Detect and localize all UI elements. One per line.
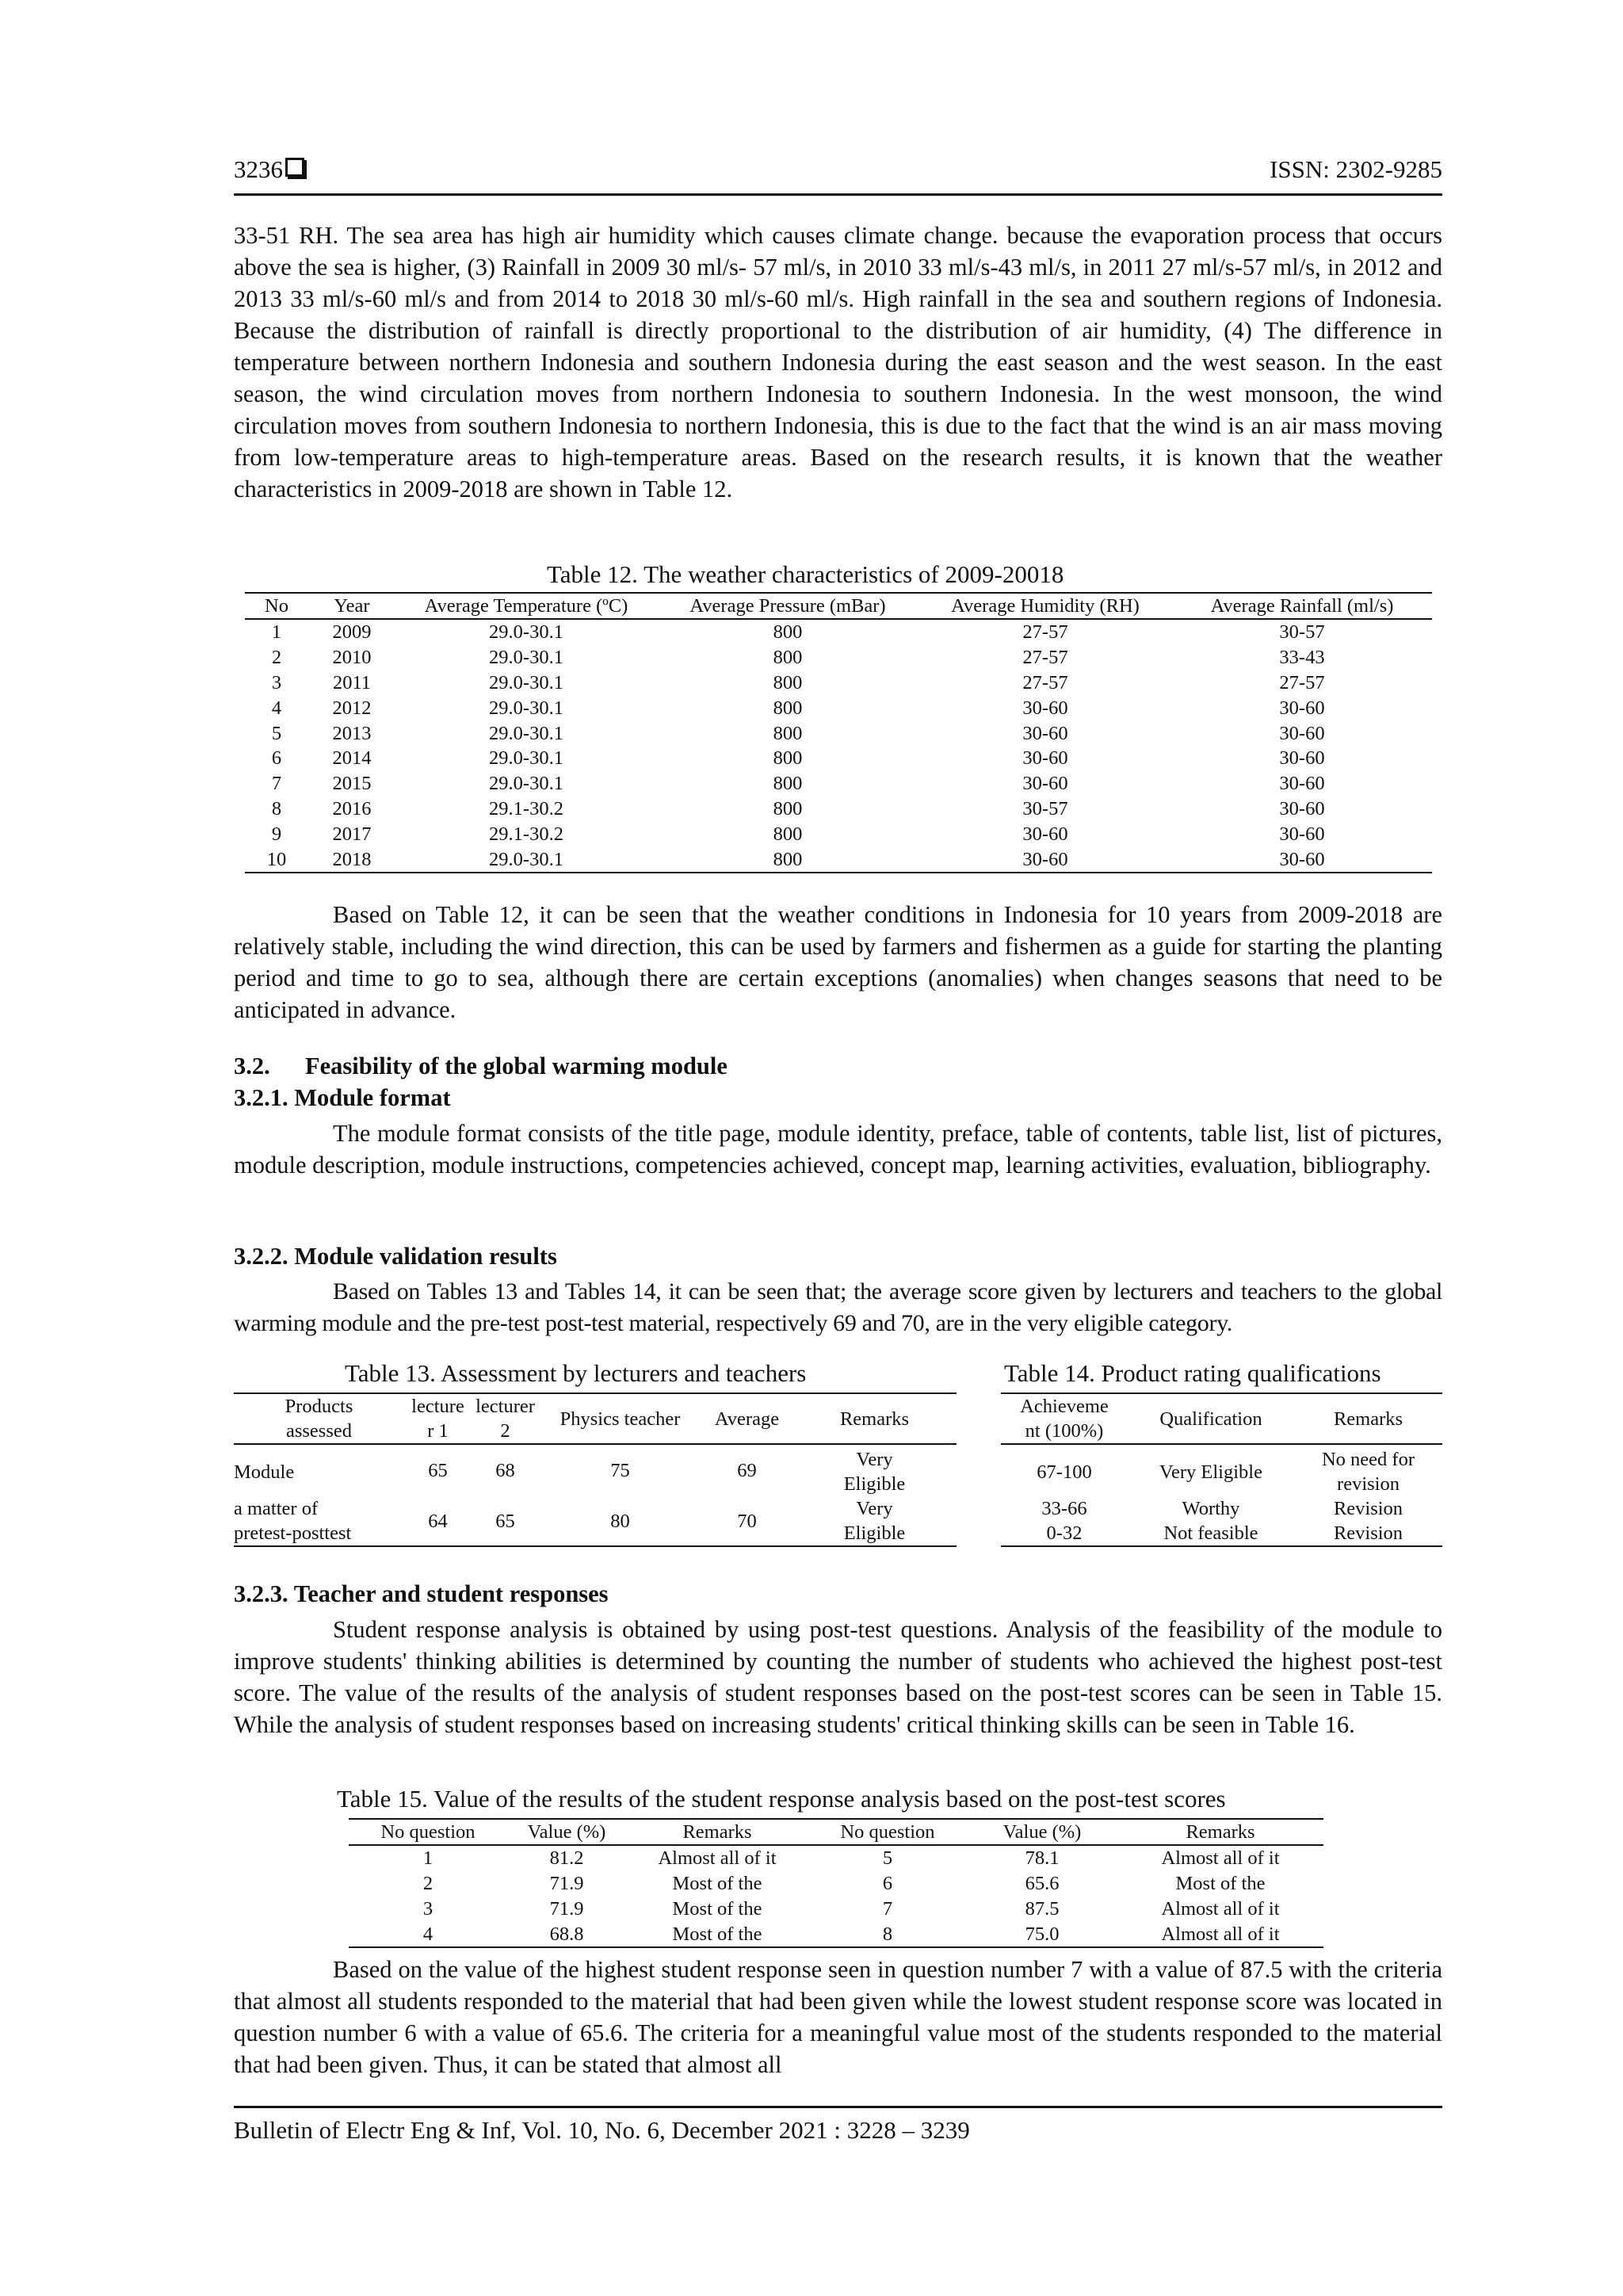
table13-cell: 65 [428,1460,448,1481]
table-cell: 30-60 [1279,697,1325,719]
table-row [245,821,1432,846]
table14-caption: Table 14. Product rating qualifications [1004,1359,1381,1387]
table-cell: 30-60 [1022,823,1068,845]
section-3-2-2-text: Based on Tables 13 and Tables 14, it can be seen that; the average score given by lecturers and teachers to the global warming module and the pre-test post-test material, respectively 69 and 70, are in the very eligible category. [234,1278,1442,1336]
table13-cell: 80 [610,1510,630,1532]
table-cell: Most of the [672,1897,762,1920]
table-cell: 30-60 [1022,722,1068,744]
table-row [245,720,1432,746]
section-3-2-3-heading: 3.2.3. Teacher and student responses [234,1580,609,1607]
table12-discussion: Based on Table 12, it can be seen that the weather conditions in Indonesia for 10 years from 2009-2018 are relatively stable, including the wind direction, this can be used by farmers and fishermen as a guide for starting the planting period and time to go to sea, although there are certain exceptions (anomalies) when changes seasons that need to be anticipated in advance. [234,901,1442,1023]
table14-cell: 33-66 [1041,1498,1087,1519]
table14-cell: 67-100 [1037,1461,1092,1483]
running-footer: Bulletin of Electr Eng & Inf, Vol. 10, No. 6, December 2021 : 3228 – 3239 [234,2106,1442,2145]
table14-cell: Revision [1333,1522,1403,1544]
table15-header: Remarks [1117,1819,1323,1845]
table-cell: Almost all of it [1161,1923,1280,1945]
table-row [245,670,1432,696]
table-row [349,1897,1323,1922]
table14-header-qualification: Qualification [1128,1393,1294,1444]
table-cell: 4 [422,1923,433,1945]
table-cell: 81.2 [549,1847,584,1870]
table-cell: 2013 [332,722,372,744]
table-cell: 3 [422,1897,433,1920]
table-cell: 30-57 [1022,797,1068,819]
table13-cell: 65 [495,1510,515,1532]
section-3-2-heading: 3.2. Feasibility of the global warming module [234,1052,727,1079]
table-cell: 29.0-30.1 [489,848,563,870]
table-cell: 2010 [332,647,372,669]
table15-header: No question [349,1819,507,1845]
table-cell: 30-60 [1279,823,1325,845]
table-row [1001,1444,1442,1496]
table-cell: Most of the [1175,1873,1266,1895]
table12-header: Average Humidity (RH) [918,593,1172,619]
table-cell: 30-57 [1279,621,1325,644]
table-row [1001,1496,1442,1521]
table-row [245,746,1432,771]
table-cell: 4 [271,697,282,719]
table14-cell: Revision [1333,1498,1403,1519]
table-cell: 30-60 [1279,773,1325,795]
table-cell: 800 [773,848,803,870]
section-3-2-1-text: The module format consists of the title page, module identity, preface, table of contents, table list, list of pictures, module description, module instructions, competencies achieved, concept map, learning activities, evaluation, bibliography. [234,1120,1442,1179]
table-cell: 800 [773,773,803,795]
table-cell: 8 [271,797,282,819]
table-cell: 75.0 [1025,1923,1060,1945]
table-row [245,695,1432,720]
table13-cell: Very Eligible [843,1449,906,1495]
table-cell: 800 [773,747,803,770]
table-cell: 30-60 [1022,848,1068,870]
section-3-2-3-text: Student response analysis is obtained by using post-test questions. Analysis of the feasibility of the module to improve students' thinking abilities is determined by counting the number of students who achieved the highest post-test score. The value of the results of the analysis of student responses based on the post-test scores can be seen in Table 15. While the analysis of student responses based on increasing students' critical thinking skills can be seen in Table 16. [234,1616,1442,1738]
table-cell: 68.8 [549,1923,584,1945]
table-cell: 2 [422,1873,433,1895]
table13-header-row [234,1393,957,1444]
table-cell: Almost all of it [658,1847,777,1870]
table15 [349,1818,1323,1948]
issn: ISSN: 2302-9285 [1270,155,1442,183]
table-cell: 29.0-30.1 [489,647,563,669]
table13 [234,1392,957,1547]
table-cell: 2014 [332,747,372,770]
table-cell: 2018 [332,848,372,870]
table-cell: 30-60 [1022,747,1068,770]
table13-cell: 64 [428,1510,448,1532]
running-header [234,155,1442,196]
table-cell: 800 [773,697,803,719]
table12-caption: Table 12. The weather characteristics of 2009-20018 [547,560,1064,588]
table-cell: Most of the [672,1923,762,1945]
table-cell: Almost all of it [1161,1897,1280,1920]
table-cell: Most of the [672,1873,762,1895]
table-cell: 27-57 [1022,621,1068,644]
table-cell: 2009 [332,621,372,644]
table14-cell: Very Eligible [1159,1461,1262,1483]
closing-paragraph: Based on the value of the highest student response seen in question number 7 with a value of 87.5 with the criteria that almost all students responded to the material that had been given while the lowest student response score was located in question number 6 with a value of 65.6. The criteria for a meaningful value most of the students responded to the material that had been given. Thus, it can be stated that almost all [234,1956,1442,2078]
table-cell: 29.0-30.1 [489,773,563,795]
table-cell: 27-57 [1022,647,1068,669]
table-cell: 27-57 [1022,671,1068,693]
intro-paragraph: 33-51 RH. The sea area has high air humidity which causes climate change. because the evaporation process that occurs above the sea is higher, (3) Rainfall in 2009 30 ml/s- 57 ml/s, in 2010 33 ml/s-43 ml/s, in 2011 27 ml/s-57 ml/s, in 2012 and 2013 33 ml/s-60 ml/s and from 2014 to 2018 30 ml/s-60 ml/s. High rainfall in the sea and southern regions of Indonesia. Because the distribution of rainfall is directly proportional to the distribution of air humidity, (4) The difference in temperature between northern Indonesia and southern Indonesia during the east season and the west season. In the east season, the wind circulation moves from northern Indonesia to southern Indonesia. In the west monsoon, the wind circulation moves from southern Indonesia to northern Indonesia, this is due to the fact that the wind is an air mass moving from low-temperature areas to high-temperature areas. Based on the research results, it is known that the weather characteristics in 2009-2018 are shown in Table 12. [234,222,1442,502]
table15-header-row [349,1819,1323,1845]
table-cell: 2017 [332,823,372,845]
table-cell: 78.1 [1025,1847,1060,1870]
table-cell: 30-60 [1279,848,1325,870]
table-cell: 3 [271,671,282,693]
table-cell: 33-43 [1279,647,1325,669]
table-cell: 27-57 [1279,671,1325,693]
table-cell: 9 [271,823,282,845]
table-cell: 30-60 [1279,797,1325,819]
table15-header: Remarks [626,1819,808,1845]
table12-header: Average Pressure (mBar) [657,593,918,619]
table-cell: 7 [882,1897,893,1920]
table15-header: Value (%) [967,1819,1117,1845]
table15-header: No question [808,1819,967,1845]
table-cell: 1 [271,621,282,644]
table-cell: 87.5 [1025,1897,1060,1920]
table14-header-achievement: Achieveme nt (100%) [1001,1393,1128,1444]
table12-header: No [245,593,308,619]
table13-cell: 68 [495,1460,515,1481]
table-cell: 30-60 [1022,697,1068,719]
table-cell: 71.9 [549,1897,584,1920]
table13-cell: 75 [610,1460,630,1481]
table14-cell: 0-32 [1046,1522,1083,1544]
table-cell: 2016 [332,797,372,819]
table13-caption: Table 13. Assessment by lecturers and teachers [345,1359,807,1387]
table14-cell: No need for revision [1321,1449,1415,1495]
table-cell: 6 [882,1873,893,1895]
table15-header: Value (%) [507,1819,626,1845]
table-cell: 8 [882,1923,893,1945]
table15-caption: Table 15. Value of the results of the student response analysis based on the post-test scores [337,1785,1226,1813]
table-cell: 10 [266,848,287,870]
table-row [245,771,1432,797]
table13-header-average: Average [701,1393,792,1444]
table-cell: 800 [773,647,803,669]
table14-cell: Worthy [1182,1498,1240,1519]
table-cell: 65.6 [1025,1873,1060,1895]
table-cell: 29.1-30.2 [489,797,563,819]
table-row [234,1444,957,1496]
table12-header: Year [308,593,395,619]
table13-header-products: Products assessed [234,1393,404,1444]
table12-header: Average Rainfall (ml/s) [1172,593,1432,619]
table14-cell: Not feasible [1163,1522,1258,1544]
table-cell: 2 [271,647,282,669]
table13-header-remarks: Remarks [792,1393,957,1444]
table14-header-remarks: Remarks [1294,1393,1442,1444]
page-number: 3236 [234,155,304,184]
table13-header-physics: Physics teacher [539,1393,701,1444]
square-icon [285,158,304,177]
table-cell: 30-60 [1279,747,1325,770]
table-row [349,1871,1323,1897]
table-cell: 71.9 [549,1873,584,1895]
table-cell: 2012 [332,697,372,719]
table-row [245,846,1432,873]
table12-header-row [245,593,1432,619]
table-cell: 800 [773,722,803,744]
table-row [245,619,1432,645]
table-cell: 5 [882,1847,893,1870]
table-row [349,1921,1323,1947]
table-row [1001,1521,1442,1546]
table-row [245,797,1432,822]
table-cell: 2011 [332,671,372,693]
table14-header-row [1001,1393,1442,1444]
table-cell: 29.1-30.2 [489,823,563,845]
section-3-2-1-heading: 3.2.1. Module format [234,1084,451,1111]
table-cell: 800 [773,823,803,845]
table13-header-lecturer1: lecture r 1 [404,1393,472,1444]
table-cell: 29.0-30.1 [489,747,563,770]
table-cell: 30-60 [1022,773,1068,795]
table-cell: 30-60 [1279,722,1325,744]
table-row [349,1845,1323,1871]
table13-cell: 69 [737,1460,757,1481]
table-cell: 7 [271,773,282,795]
table-cell: 1 [422,1847,433,1870]
table-row [245,645,1432,670]
table13-header-lecturer2: lecturer 2 [472,1393,539,1444]
table-row [234,1496,957,1546]
table-cell: 800 [773,671,803,693]
table14 [1001,1392,1442,1547]
table-cell: 800 [773,797,803,819]
table12-header: Average Temperature (ºC) [395,593,657,619]
table-cell: 5 [271,722,282,744]
table-cell: 800 [773,621,803,644]
section-3-2-2-heading: 3.2.2. Module validation results [234,1243,557,1270]
table-cell: 6 [271,747,282,770]
table-cell: 29.0-30.1 [489,671,563,693]
table-cell: 2015 [332,773,372,795]
table-cell: 29.0-30.1 [489,621,563,644]
table13-cell: 70 [737,1510,757,1532]
table13-cell: Very Eligible [843,1498,906,1544]
table-cell: 29.0-30.1 [489,722,563,744]
table12 [245,592,1432,873]
table13-cell: a matter of pretest-posttest [234,1498,352,1544]
table-cell: 29.0-30.1 [489,697,563,719]
table13-cell: Module [234,1461,295,1483]
table-cell: Almost all of it [1161,1847,1280,1870]
